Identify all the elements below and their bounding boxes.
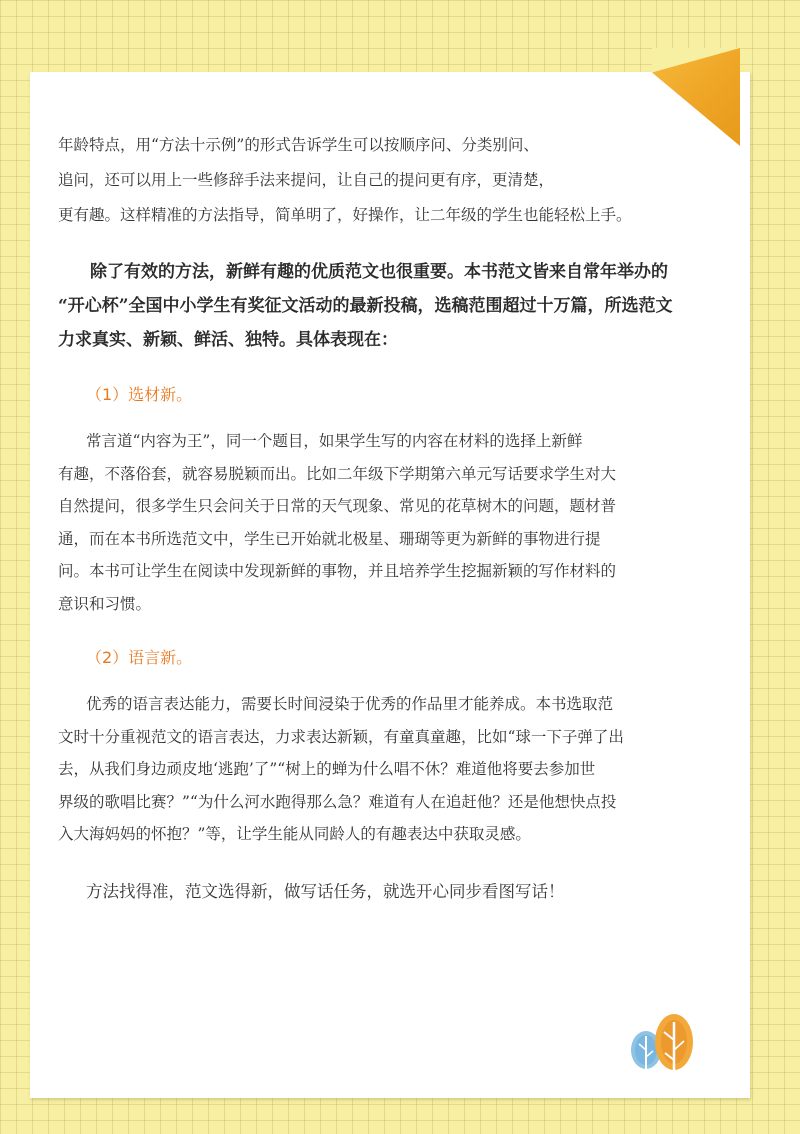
section-heading-language: （2）语言新。 — [86, 648, 193, 667]
trees-decoration — [624, 1010, 704, 1080]
text-line: 意识和习惯。 — [58, 594, 152, 613]
tree-icon-orange — [655, 1014, 693, 1078]
text-line: 有趣，不落俗套，就容易脱颖而出。比如二年级下学期第六单元写话要求学生对大 — [58, 464, 617, 483]
text-line: 力求真实、新颖、鲜活、独特。具体表现在： — [58, 330, 398, 350]
paragraph-methods — [58, 128, 703, 233]
document-body — [58, 128, 703, 923]
text-line: 去，从我们身边顽皮地‘逃跑’了”“树上的蝉为什么唱不休？难道他将要去参加世 — [58, 760, 596, 778]
text-line: 除了有效的方法，新鲜有趣的优质范文也很重要。本书范文皆来自常年举办的 — [90, 262, 668, 282]
text-line: 追问，还可以用上一些修辞手法来提问，让自己的提问更有序，更清楚， — [58, 171, 555, 189]
paragraph-language — [58, 688, 703, 851]
text-line: 入大海妈妈的怀抱？”等，让学生能从同龄人的有趣表达中获取灵感。 — [58, 825, 531, 843]
text-line: 界级的歌唱比赛？”“为什么河水跑得那么急？难道有人在追赶他？还是他想快点投 — [58, 792, 617, 811]
text-line: 常言道“内容为王”，同一个题目，如果学生写的内容在材料的选择上新鲜 — [86, 432, 583, 450]
text-line: 通，而在本书所选范文中，学生已开始就北极星、珊瑚等更为新鲜的事物进行提 — [58, 529, 601, 548]
text-line: 年龄特点，用“方法十示例”的形式告诉学生可以按顺序问、分类别问、 — [58, 136, 539, 154]
section-heading-material: （1）选材新。 — [86, 385, 193, 404]
text-line: 问。本书可让学生在阅读中发现新鲜的事物，并且培养学生挖掘新颖的写作材料的 — [58, 562, 617, 580]
closing-line: 方法找得准，范文选得新，做写话任务，就选开心同步看图写话！ — [86, 881, 565, 901]
text-line: 文时十分重视范文的语言表达，力求表达新颖，有童真童趣，比如“球一下子弹了出 — [58, 727, 624, 746]
paragraph-material — [58, 425, 703, 620]
text-line: 自然提问，很多学生只会问关于日常的天气现象、常见的花草树木的问题，题材普 — [58, 497, 617, 515]
paragraph-model-essays — [58, 255, 703, 357]
text-line: 优秀的语言表达能力，需要长时间浸染于优秀的作品里才能养成。本书选取范 — [86, 695, 614, 713]
text-line: 更有趣。这样精准的方法指导，简单明了，好操作，让二年级的学生也能轻松上手。 — [58, 206, 632, 224]
text-line: “开心杯”全国中小学生有奖征文活动的最新投稿，选稿范围超过十万篇，所选范文 — [58, 296, 673, 316]
